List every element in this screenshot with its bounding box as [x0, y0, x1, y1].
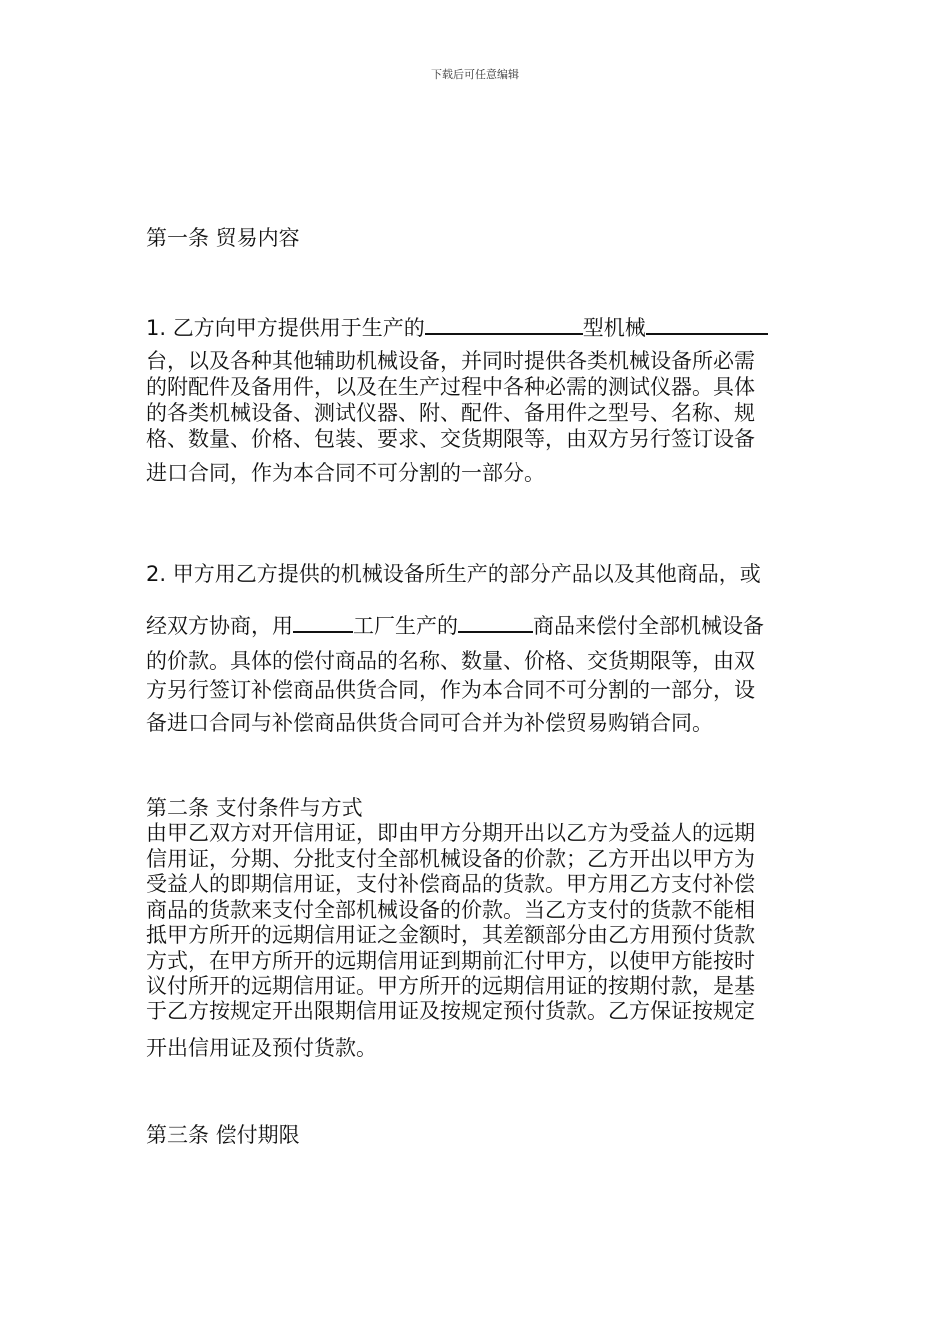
article2-line: 由甲乙双方对开信用证，即由甲方分期开出以乙方为受益人的远期 [146, 821, 755, 845]
article1-item1-line1 [146, 313, 768, 340]
article1-item2-line: 的价款。具体的偿付商品的名称、数量、价格、交货期限等，由双 [146, 649, 755, 673]
article1-item2-line: 方另行签订补偿商品供货合同，作为本合同不可分割的一部分，设 [146, 678, 755, 702]
article2-line: 受益人的即期信用证，支付补偿商品的货款。甲方用乙方支付补偿 [146, 872, 755, 896]
article2-line: 方式，在甲方所开的远期信用证到期前汇付甲方，以使甲方能按时 [146, 949, 755, 973]
article2-line: 信用证，分期、分批支付全部机械设备的价款；乙方开出以甲方为 [146, 847, 755, 871]
article1-item1-line: 的附配件及备用件，以及在生产过程中各种必需的测试仪器。具体 [146, 375, 755, 399]
item2-text-b: 工厂生产的 [353, 614, 458, 638]
article2-line: 议付所开的远期信用证。甲方所开的远期信用证的按期付款，是基 [146, 974, 755, 998]
item2-text-c: 商品来偿付全部机械设备 [533, 614, 764, 638]
blank-machine-count [646, 313, 768, 335]
blank-factory [293, 611, 353, 633]
article1-item1-line: 进口合同，作为本合同不可分割的一部分。 [146, 461, 545, 485]
article1-item2-line2 [146, 611, 764, 638]
item2-text-a: 经双方协商，用 [146, 614, 293, 638]
header-note: 下载后可任意编辑 [431, 68, 519, 81]
article2-line: 于乙方按规定开出限期信用证及按规定预付货款。乙方保证按规定 [146, 999, 755, 1023]
item1-text-a: 1. 乙方向甲方提供用于生产的 [146, 316, 425, 340]
article1-item2-line1: 2. 甲方用乙方提供的机械设备所生产的部分产品以及其他商品，或 [146, 562, 761, 586]
article1-item1-line: 格、数量、价格、包装、要求、交货期限等，由双方另行签订设备 [146, 427, 755, 451]
article2-line: 开出信用证及预付货款。 [146, 1036, 377, 1060]
article2-line: 商品的货款来支付全部机械设备的价款。当乙方支付的货款不能相 [146, 898, 755, 922]
article1-title: 第一条 贸易内容 [146, 226, 300, 250]
article2-line: 抵甲方所开的远期信用证之金额时，其差额部分由乙方用预付货款 [146, 923, 755, 947]
article1-item2-line: 备进口合同与补偿商品供货合同可合并为补偿贸易购销合同。 [146, 711, 713, 735]
article3-title: 第三条 偿付期限 [146, 1123, 300, 1147]
article2-title: 第二条 支付条件与方式 [146, 796, 363, 820]
item1-text-b: 型机械 [582, 316, 646, 340]
article1-item1-line: 台，以及各种其他辅助机械设备，并同时提供各类机械设备所必需 [146, 349, 755, 373]
article1-item1-line: 的各类机械设备、测试仪器、附、配件、备用件之型号、名称、规 [146, 401, 755, 425]
blank-machine-purpose [425, 313, 583, 335]
blank-product [458, 611, 533, 633]
